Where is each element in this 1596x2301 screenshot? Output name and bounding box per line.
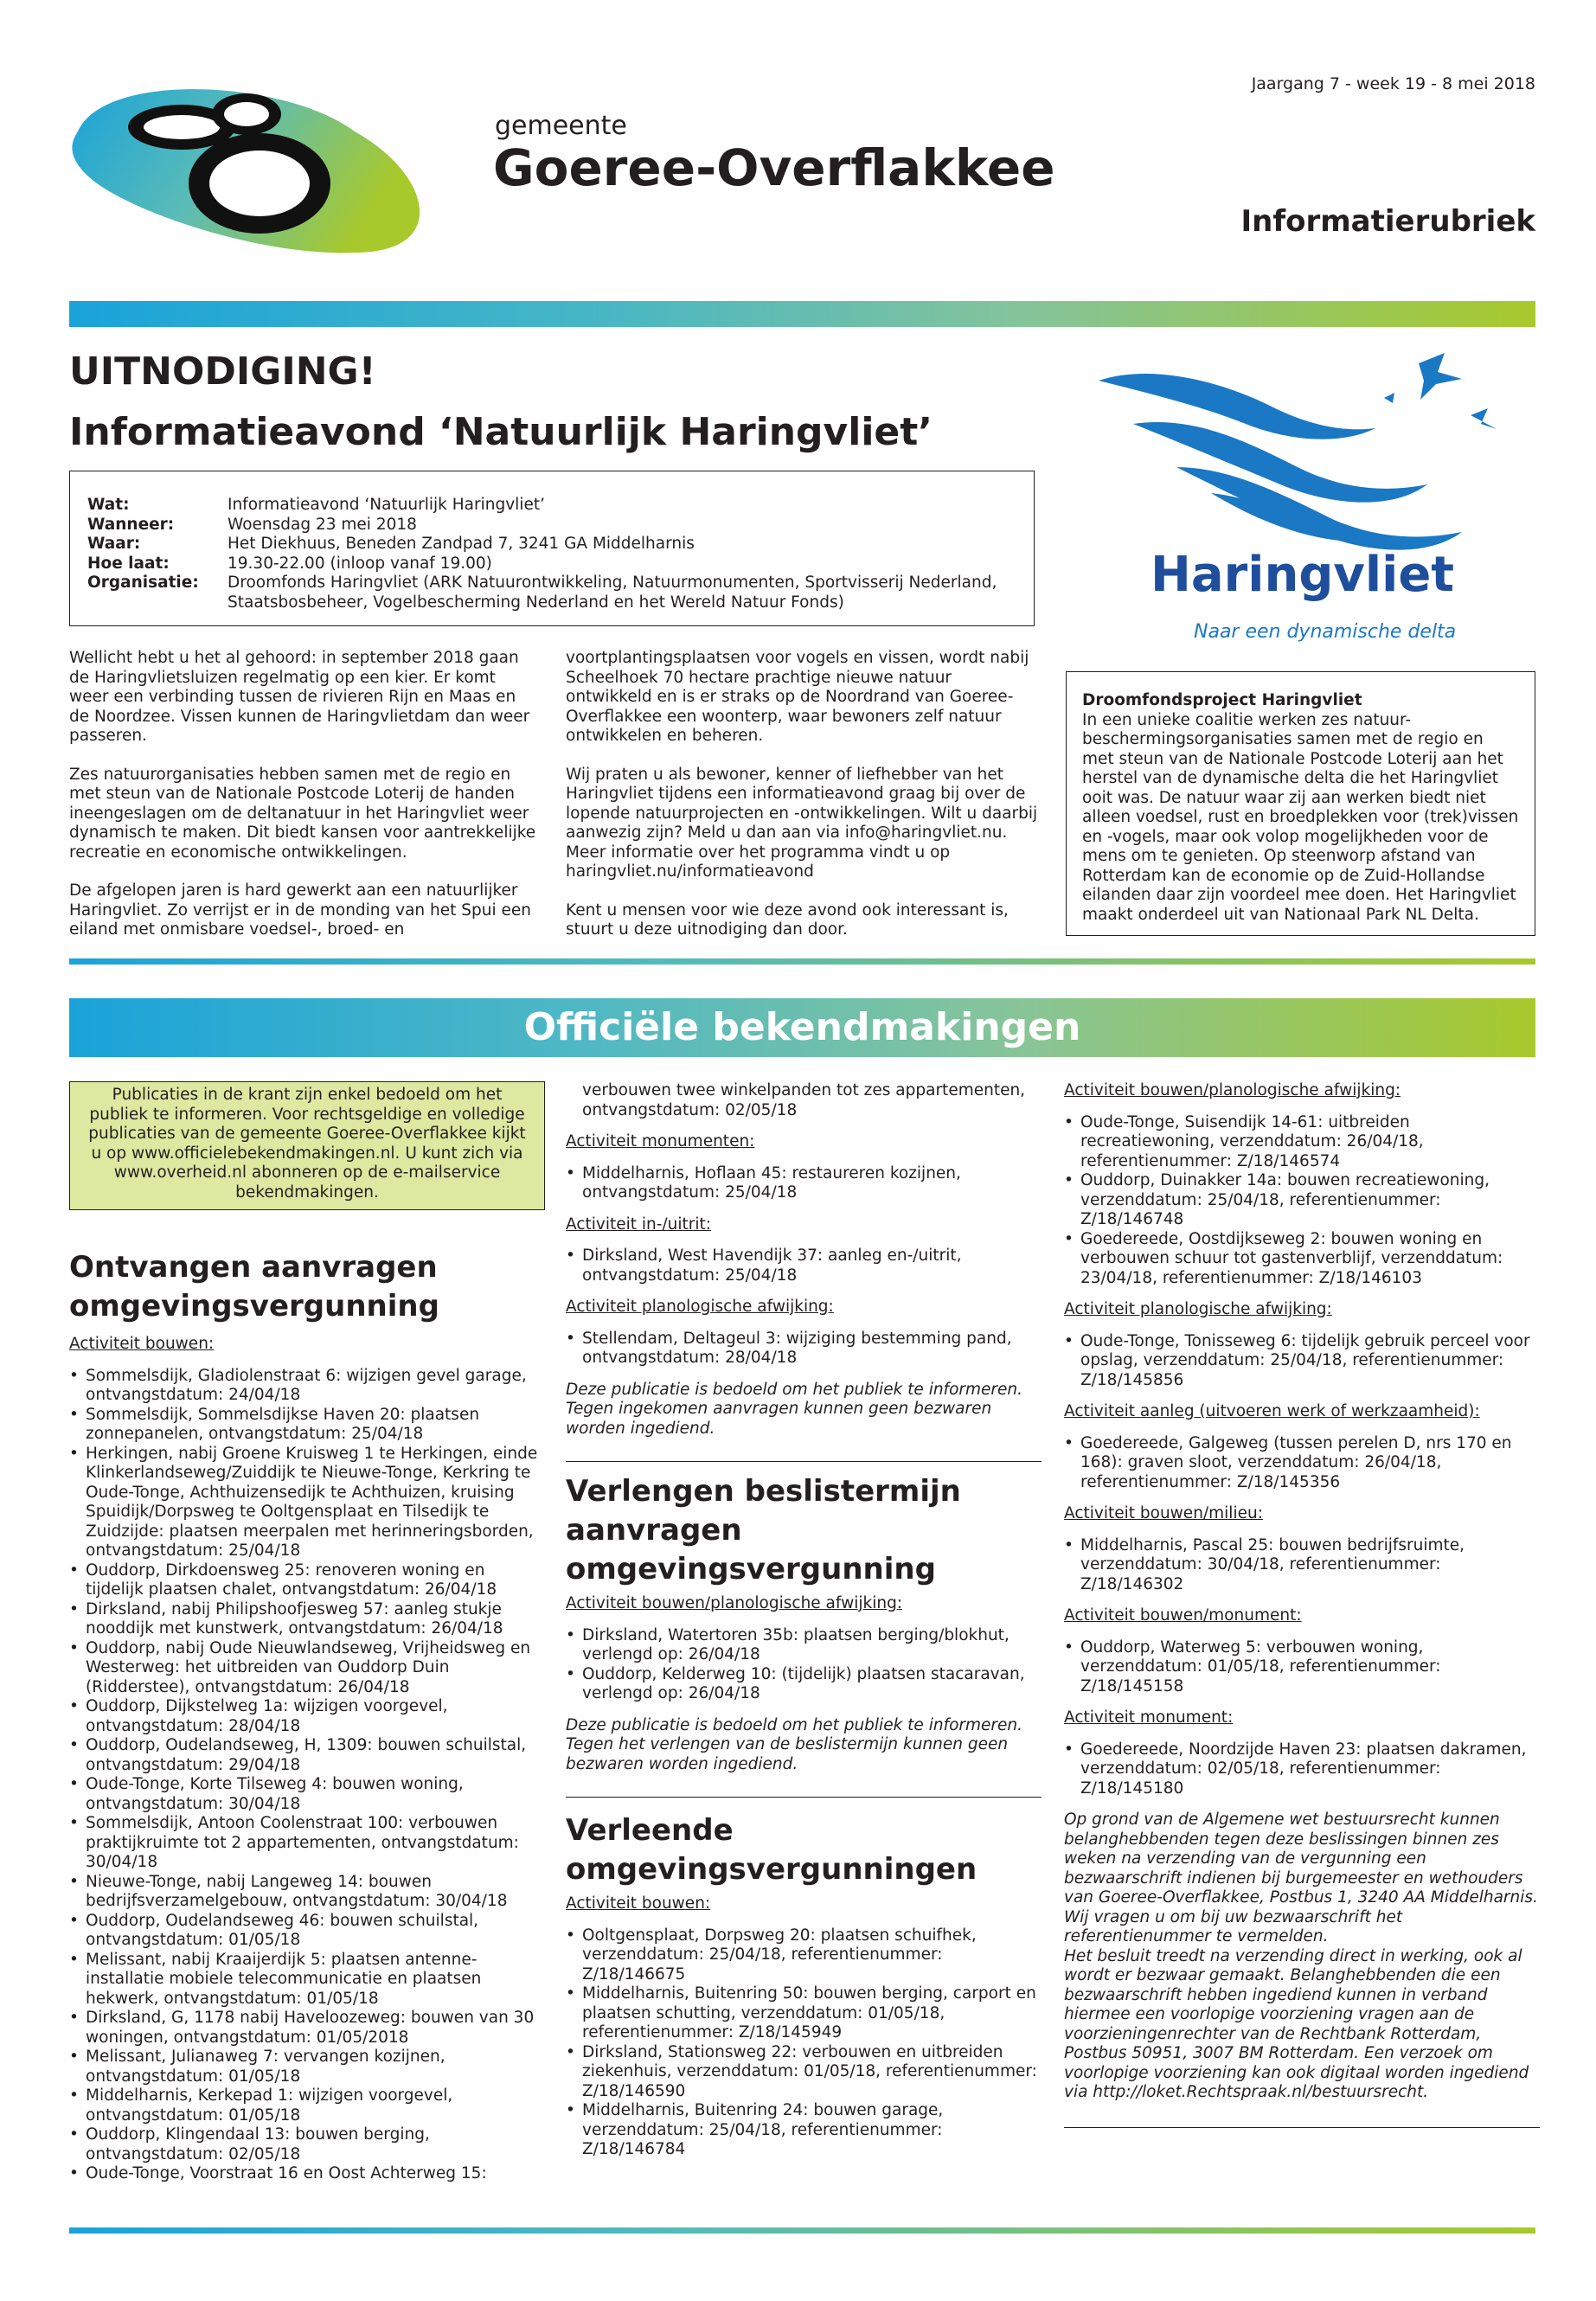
section-title: Verlengen beslistermijn aanvragen omgevingsvergunning	[566, 1474, 961, 1586]
list-item: • Goedereede, Galgeweg (tussen perelen D, nrs 170 en 168): graven sloot, verzenddatum: 26/04/18, referentienummer: Z/18/145356	[1064, 1434, 1540, 1493]
list-item: • Dirksland, Watertoren 35b: plaatsen berging/blokhut, verlengd op: 26/04/18	[566, 1626, 1042, 1665]
masthead-logo	[69, 80, 450, 261]
list-item: • Dirksland, West Havendijk 37: aanleg en-/uitrit, ontvangstdatum: 25/04/18	[566, 1247, 1042, 1285]
activity-subheading: Activiteit planologische afwijking:	[566, 1298, 834, 1316]
official-banner	[69, 998, 1535, 1057]
paragraph: Kent u mensen voor wie deze avond ook interessant is, stuurt u deze uitnodiging dan door.	[566, 901, 1009, 939]
haringvliet-logo	[1081, 346, 1514, 657]
list-item: • Nieuwe-Tonge, nabij Langeweg 14: bouwen bedrijfsverzamelgebouw, ontvangstdatum: 30/04/18	[69, 1873, 545, 1912]
footer-bar	[69, 2227, 1535, 2234]
divider	[1064, 2127, 1540, 2128]
header-bar	[69, 301, 1535, 327]
list-item: • Melissant, nabij Kraaijerdijk 5: plaatsen antenne-installatie mobiele telecommunicatie en plaatsen hekwerk, ontvangstdatum: 01/05/18	[69, 1951, 545, 2009]
list-item: • Ouddorp, Duinakker 14a: bouwen recreatiewoning, verzenddatum: 25/04/18, referentienummer: Z/18/146748	[1064, 1171, 1540, 1230]
activity-subheading: Activiteit bouwen/planologische afwijking:	[566, 1594, 903, 1612]
activity-subheading: Activiteit bouwen:	[566, 1894, 711, 1913]
paragraph: voortplantingsplaatsen voor vogels en vissen, wordt nabij Scheelhoek 70 hectare prachtige nieuwe natuur ontwikkeld en is er straks op de Noordrand van Goeree-Overflakkee een woonterp, waar bewoners zelf natuur ontwikkelen en beheren.	[566, 649, 1029, 745]
granted-list	[1064, 1638, 1540, 1697]
list-item: • Middelharnis, Hoflaan 45: restaureren kozijnen, ontvangstdatum: 25/04/18	[566, 1164, 1042, 1203]
invitation-col1	[69, 649, 536, 940]
list-item: • Dirksland, G, 1178 nabij Haveloozeweg: bouwen van 30 woningen, ontvangstdatum: 01/05/2018	[69, 2009, 545, 2048]
list-item: • Ooltgensplaat, Dorpsweg 20: plaatsen schuifhek, verzenddatum: 25/04/18, referentienummer: Z/18/146675	[566, 1926, 1042, 1985]
disclaimer: Deze publicatie is bedoeld om het publiek te informeren. Tegen het verlengen van de beslistermijn kunnen geen bezwaren worden ingediend.	[566, 1715, 1022, 1773]
invitation-title: UITNODIGING!	[69, 349, 376, 394]
divider	[566, 1797, 1042, 1798]
detail-row	[87, 554, 1016, 574]
list-item: • Sommelsdijk, Antoon Coolenstraat 100: verbouwen praktijkruimte tot 2 appartementen, ontvangstdatum: 30/04/18	[69, 1814, 545, 1873]
granted-list	[566, 1926, 1042, 2160]
detail-value: Het Diekhuus, Beneden Zandpad 7, 3241 GA Middelharnis	[228, 535, 695, 553]
list-item: • Sommelsdijk, Sommelsdijkse Haven 20: plaatsen zonnepanelen, ontvangstdatum: 25/04/18	[69, 1406, 545, 1445]
list-item: • Middelharnis, Pascal 25: bouwen bedrijfsruimte, verzenddatum: 30/04/18, referentienummer: Z/18/146302	[1064, 1536, 1540, 1595]
rubriek-label: Informatierubriek	[1240, 204, 1535, 239]
list-item: • Herkingen, nabij Groene Kruisweg 1 te Herkingen, einde Klinkerlandseweg/Zuiddijk te Nieuwe-Tonge, Kerkring te Oude-Tonge, Achthuizensedijk te Achthuizen, kruising Spuidijk/Dorpsweg te Ooltgensplaat en Tilsedijk te Zuidzijde: plaatsen meerpalen met herinneringsborden, ontvangstdatum: 25/04/18	[69, 1445, 545, 1561]
issue-line: Jaargang 7 - week 19 - 8 mei 2018	[1251, 74, 1535, 93]
list-item: • Ouddorp, Klingendaal 13: bouwen berging, ontvangstdatum: 02/05/18	[69, 2125, 545, 2164]
appeal-text: Het besluit treedt na verzending direct in werking, ook al wordt er bezwaar gemaakt. Belanghebbenden die een bezwaarschrift hebben ingediend kunnen in verband hiermee een voorlopige voorziening vragen aan de voorzieningenrechter van de Rechtbank Rotterdam, Postbus 50951, 3007 BM Rotterdam. Een verzoek om voorlopige voorziening kan ook digitaal worden ingediend via http://loket.Rechtspraak.nl/bestuursrecht.	[1064, 1946, 1529, 2101]
granted-list	[1064, 1740, 1540, 1799]
activity-subheading: Activiteit bouwen/monument:	[1064, 1606, 1302, 1625]
extension-list	[566, 1626, 1042, 1704]
list-item: • Sommelsdijk, Gladiolenstraat 6: wijzigen gevel garage, ontvangstdatum: 24/04/18	[69, 1367, 545, 1406]
list-item: • Dirksland, nabij Philipshoofjesweg 57: aanleg stukje nooddijk met kunstwerk, ontvangstdatum: 26/04/18	[69, 1600, 545, 1639]
detail-label: Waar:	[87, 535, 141, 553]
list-item: • Ouddorp, Dirkdoensweg 25: renoveren woning en tijdelijk plaatsen chalet, ontvangstdatum: 26/04/18	[69, 1561, 545, 1600]
list-item: • Oude-Tonge, Voorstraat 16 en Oost Achterweg 15:	[69, 2164, 545, 2184]
continued-text: verbouwen twee winkelpanden tot zes appartementen, ontvangstdatum: 02/05/18	[582, 1081, 1026, 1119]
activity-subheading: Activiteit bouwen/milieu:	[1064, 1504, 1263, 1522]
section-title: Ontvangen aanvragen omgevingsvergunning	[69, 1250, 439, 1324]
haringvliet-wordmark: Haringvliet	[1151, 547, 1455, 603]
granted-list	[1064, 1536, 1540, 1595]
list-item: • Ouddorp, Waterweg 5: verbouwen woning, verzenddatum: 01/05/18, referentienummer: Z/18/145158	[1064, 1638, 1540, 1697]
list-item: • Stellendam, Deltageul 3: wijziging bestemming pand, ontvangstdatum: 28/04/18	[566, 1330, 1042, 1368]
invitation-col2	[566, 649, 1042, 940]
appeal-text: Op grond van de Algemene wet bestuursrecht kunnen belanghebbenden tegen deze beslissingen binnen zes weken na verzending van de vergunning een bezwaarschrift indienen bij burgemeester en wethouders van Goeree-Overflakkee, Postbus 1, 3240 AA Middelharnis. Wij vragen u om bij uw bezwaarschrift het referentienummer te vermelden.	[1064, 1811, 1538, 1945]
monumenten-list	[566, 1164, 1042, 1203]
gemeente-label: gemeente	[495, 111, 627, 141]
paragraph: Wellicht hebt u het al gehoord: in september 2018 gaan de Haringvlietsluizen regelmatig op een kier. Er komt weer een verbinding tussen de rivieren Rijn en Maas en de Noordzee. Vissen kunnen de Haringvlietdam dan weer passeren.	[69, 649, 530, 745]
list-item: • Goedereede, Noordzijde Haven 23: plaatsen dakramen, verzenddatum: 02/05/18, referentienummer: Z/18/145180	[1064, 1740, 1540, 1799]
detail-label: Hoe laat:	[87, 554, 170, 573]
activity-subheading: Activiteit bouwen:	[69, 1335, 215, 1353]
invitation-subtitle: Informatieavond ‘Natuurlijk Haringvliet’	[69, 410, 933, 454]
list-item: • Dirksland, Stationsweg 22: verbouwen en uitbreiden ziekenhuis, verzenddatum: 01/05/18, referentienummer: Z/18/146590	[566, 2043, 1042, 2102]
list-item: • Middelharnis, Buitenring 50: bouwen berging, carport en plaatsen schutting, verzenddatum: 01/05/18, referentienummer: Z/18/145949	[566, 1984, 1042, 2043]
separator	[69, 958, 1535, 965]
detail-value: Woensdag 23 mei 2018	[228, 515, 417, 534]
detail-label: Organisatie:	[87, 574, 199, 592]
droomfonds-text: In een unieke coalitie werken zes natuur-beschermingsorganisaties samen met de regio en met steun van de Nationale Postcode Loterij aan het herstel van de dynamische delta die het Haringvliet ooit was. De natuur waar zij aan werken biedt niet alleen voedsel, rust en broedplekken voor (trek)vissen en -vogels, maar ook volop mogelijkheden voor de mens om te genieten. Op steenworp afstand van Rotterdam kan de economie op de Zuid-Hollandse eilanden daar zijn voordeel mee doen. Het Haringvliet maakt onderdeel uit van Nationaal Park NL Delta.	[1082, 710, 1519, 924]
list-item: • Ouddorp, Oudelandseweg, H, 1309: bouwen schuilstal, ontvangstdatum: 29/04/18	[69, 1736, 545, 1775]
detail-label: Wanneer:	[87, 515, 175, 534]
granted-list	[1064, 1434, 1540, 1493]
activity-subheading: Activiteit aanleg (uitvoeren werk of werkzaamheid):	[1064, 1402, 1480, 1420]
list-item: • Ouddorp, nabij Oude Nieuwlandseweg, Vrijheidsweg en Westerweg: het uitbreiden van Ouddorp Duin (Ridderstee), ontvangstdatum: 26/04/18	[69, 1639, 545, 1698]
details-box	[69, 471, 1035, 626]
detail-row	[87, 496, 1016, 516]
detail-row	[87, 574, 1016, 612]
paragraph: Wij praten u als bewoner, kenner of liefhebber van het Haringvliet tijdens een informatieavond graag bij over de lopende natuurprojecten en -ontwikkelingen. Wilt u daarbij aanwezig zijn? Meld u dan aan via info@haringvliet.nu. Meer informatie over het programma vindt u op haringvliet.nu/informatieavond	[566, 765, 1038, 881]
droomfonds-title: Droomfondsproject Haringvliet	[1082, 691, 1362, 709]
detail-row	[87, 516, 1016, 535]
detail-value: Informatieavond ‘Natuurlijk Haringvliet’	[228, 496, 545, 514]
activity-subheading: Activiteit bouwen/planologische afwijking:	[1064, 1081, 1401, 1099]
notice-box: Publicaties in de krant zijn enkel bedoeld om het publiek te informeren. Voor rechtsgeldige en volledige publicaties van de gemeente Goeree-Overflakkee kijkt u op www.officielebekendmakingen.nl. U kunt zich via www.overheid.nl abonneren op de e-mailservice bekendmakingen.	[69, 1081, 545, 1210]
inuitrit-list	[566, 1247, 1042, 1285]
droomfonds-box	[1066, 671, 1535, 936]
activity-subheading: Activiteit monument:	[1064, 1708, 1234, 1727]
divider	[566, 1461, 1042, 1462]
application-list	[69, 1367, 545, 2184]
detail-label: Wat:	[87, 496, 130, 514]
list-item: • Ouddorp, Oudelandseweg 46: bouwen schuilstal, ontvangstdatum: 01/05/18	[69, 1912, 545, 1951]
section-title: Verleende omgevingsvergunningen	[566, 1813, 977, 1887]
planologisch-list	[566, 1330, 1042, 1368]
haringvliet-tagline: Naar een dynamische delta	[1194, 621, 1457, 643]
paragraph: Zes natuurorganisaties hebben samen met de regio en met steun van de Nationale Postcode Loterij de handen ineengeslagen om de deltanatuur in het Haringvliet weer dynamisch te maken. Dit biedt kansen voor aantrekkelijke recreatie en economische ontwikkelingen.	[69, 765, 536, 862]
detail-value: Droomfonds Haringvliet (ARK Natuurontwikkeling, Natuurmonumenten, Sportvisserij Nederland, Staatsbosbeheer, Vogelbescherming Nederland en het Wereld Natuur Fonds)	[228, 574, 997, 612]
list-item: • Melissant, Julianaweg 7: vervangen kozijnen, ontvangstdatum: 01/05/18	[69, 2048, 545, 2086]
activity-subheading: Activiteit in-/uitrit:	[566, 1215, 712, 1234]
list-item: • Middelharnis, Buitenring 24: bouwen garage, verzenddatum: 25/04/18, referentienummer: Z/18/146784	[566, 2101, 1042, 2160]
list-item: • Oude-Tonge, Tonisseweg 6: tijdelijk gebruik perceel voor opslag, verzenddatum: 25/04/18, referentienummer: Z/18/145856	[1064, 1332, 1540, 1391]
list-item: • Ouddorp, Kelderweg 10: (tijdelijk) plaatsen stacaravan, verlengd op: 26/04/18	[566, 1665, 1042, 1704]
list-item: • Oude-Tonge, Suisendijk 14-61: uitbreiden recreatiewoning, verzenddatum: 26/04/18, referentienummer: Z/18/146574	[1064, 1113, 1540, 1172]
granted-list	[1064, 1113, 1540, 1289]
disclaimer: Deze publicatie is bedoeld om het publiek te informeren. Tegen ingekomen aanvragen kunnen geen bezwaren worden ingediend.	[566, 1380, 1022, 1438]
official-banner-title: Officiële bekendmakingen	[523, 1005, 1081, 1049]
activity-subheading: Activiteit monumenten:	[566, 1132, 755, 1150]
paragraph: De afgelopen jaren is hard gewerkt aan een natuurlijker Haringvliet. Zo verrijst er in de monding van het Spui een eiland met onmisbare voedsel-, broed- en	[69, 881, 531, 939]
detail-value: 19.30-22.00 (inloop vanaf 19.00)	[228, 554, 492, 573]
list-item: • Ouddorp, Dijkstelweg 1a: wijzigen voorgevel, ontvangstdatum: 28/04/18	[69, 1697, 545, 1736]
municipality-name: Goeree-Overflakkee	[493, 138, 1055, 197]
activity-subheading: Activiteit planologische afwijking:	[1064, 1300, 1332, 1318]
granted-list	[1064, 1332, 1540, 1391]
list-item: • Oude-Tonge, Korte Tilseweg 4: bouwen woning, ontvangstdatum: 30/04/18	[69, 1775, 545, 1814]
list-item: • Middelharnis, Kerkepad 1: wijzigen voorgevel, ontvangstdatum: 01/05/18	[69, 2086, 545, 2125]
list-item: • Goedereede, Oostdijkseweg 2: bouwen woning en verbouwen schuur tot gastenverblijf, verzenddatum: 23/04/18, referentienummer: Z/18/146103	[1064, 1230, 1540, 1289]
detail-row	[87, 535, 1016, 554]
